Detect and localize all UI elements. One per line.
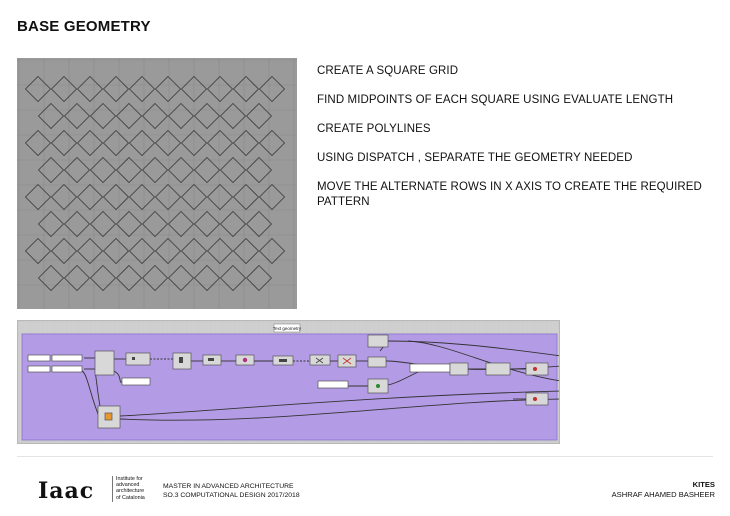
step-polylines: CREATE POLYLINES — [317, 123, 431, 135]
step-square-grid: CREATE A SQUARE GRID — [317, 65, 459, 77]
step-move-rows: MOVE THE ALTERNATE ROWS IN X AXIS TO CREATE THE REQUIRED PATTERN — [317, 181, 702, 208]
author-name: ASHRAF AHAMED BASHEER — [611, 490, 715, 499]
footer-divider — [17, 456, 713, 457]
author-block — [612, 480, 715, 500]
institute-name: Institute for advanced architecture of Catalonia — [116, 476, 145, 501]
logo-separator — [112, 476, 113, 502]
step-dispatch: USING DISPATCH , SEPARATE THE GEOMETRY NEEDED — [317, 152, 633, 164]
course-line-1: MASTER IN ADVANCED ARCHITECTURE — [163, 483, 294, 490]
group-label: Text geometry — [272, 326, 302, 331]
kite-pattern-drawing — [17, 58, 297, 309]
iaac-logo: Iaac — [38, 478, 95, 504]
course-info — [163, 482, 300, 500]
grasshopper-canvas — [18, 321, 560, 444]
step-midpoints: FIND MIDPOINTS OF EACH SQUARE USING EVALUATE LENGTH — [317, 94, 674, 106]
page-title: BASE GEOMETRY — [17, 18, 151, 35]
project-name: KITES — [692, 480, 715, 489]
grasshopper-definition — [17, 320, 560, 444]
rhino-viewport — [17, 58, 297, 309]
steps-list — [317, 64, 707, 224]
course-line-2: SO.3 COMPUTATIONAL DESIGN 2017/2018 — [163, 492, 300, 499]
